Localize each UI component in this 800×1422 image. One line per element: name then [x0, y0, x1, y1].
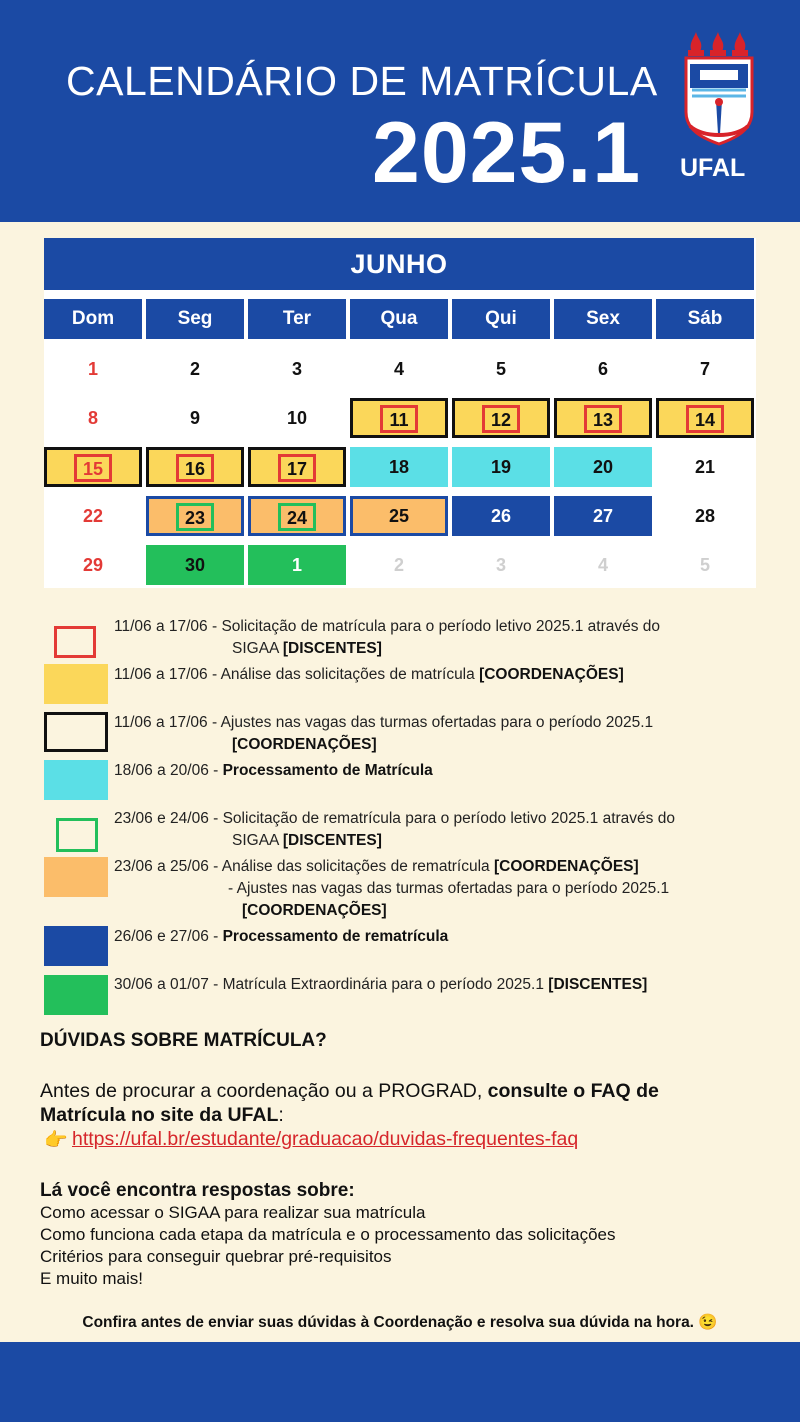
answer-item: E muito mais!	[40, 1269, 143, 1288]
header-banner	[0, 0, 800, 222]
day-number: 11	[380, 405, 418, 433]
calendar-day	[248, 496, 346, 536]
calendar-day: 2	[393, 555, 404, 575]
calendar-day: 9	[189, 408, 200, 428]
calendar-day: 5	[699, 555, 710, 575]
legend-black-outline-icon	[44, 712, 108, 752]
weekday-header: Sáb	[656, 299, 754, 339]
legend-yellow-swatch-icon	[44, 664, 108, 704]
calendar-day	[248, 447, 346, 487]
calendar-day: 6	[597, 359, 608, 379]
legend-item: 11/06 a 17/06 - Análise das solicitações de matrícula [COORDENAÇÕES]	[114, 666, 624, 683]
answer-item: Como funciona cada etapa da matrícula e o processamento das solicitações	[40, 1225, 616, 1244]
calendar-day: 21	[694, 457, 716, 477]
calendar-day: 20	[554, 447, 652, 487]
calendar-day: 5	[495, 359, 506, 379]
footer-note: Confira antes de enviar suas dúvidas à Coordenação e resolva sua dúvida na hora. 😉	[82, 1314, 718, 1331]
day-number: 23	[176, 503, 214, 531]
calendar-day	[350, 398, 448, 438]
legend-green-outline-icon	[56, 818, 98, 852]
calendar-day: 18	[350, 447, 448, 487]
weekday-header: Seg	[146, 299, 244, 339]
calendar-day	[44, 447, 142, 487]
calendar-day: 29	[82, 555, 104, 575]
legend-green-swatch-icon	[44, 975, 108, 1015]
weekday-header: Qui	[452, 299, 550, 339]
calendar-day: 27	[554, 496, 652, 536]
day-number: 17	[278, 454, 316, 482]
calendar-day	[146, 496, 244, 536]
calendar-day: 28	[694, 506, 716, 526]
calendar-day: 19	[452, 447, 550, 487]
calendar-day: 10	[286, 408, 308, 428]
calendar-day	[146, 447, 244, 487]
day-number: 12	[482, 405, 520, 433]
legend-cyan-swatch-icon	[44, 760, 108, 800]
footer-bar	[0, 1342, 800, 1422]
page-title: CALENDÁRIO DE MATRÍCULA	[66, 58, 658, 104]
logo-wordmark: UFAL	[680, 154, 746, 182]
calendar-day: 3	[495, 555, 506, 575]
legend-item: 23/06 e 24/06 - Solicitação de rematrícula para o período letivo 2025.1 através do SIGAA [DISCENTES]	[114, 810, 675, 849]
calendar-day: 25	[350, 496, 448, 536]
legend-item: 26/06 e 27/06 - Processamento de rematrícula	[114, 928, 449, 945]
faq-link[interactable]: https://ufal.br/estudante/graduacao/duvidas-frequentes-faq	[72, 1128, 579, 1150]
calendar-day: 1	[248, 545, 346, 585]
weekday-header: Ter	[248, 299, 346, 339]
calendar-day	[554, 398, 652, 438]
calendar-day: 8	[87, 408, 98, 428]
legend-orange-swatch-icon	[44, 857, 108, 897]
calendar-day: 4	[597, 555, 608, 575]
calendar-day	[656, 398, 754, 438]
weekday-header: Sex	[554, 299, 652, 339]
calendar-day: 2	[189, 359, 200, 379]
legend-red-outline-icon	[54, 626, 96, 658]
calendar-day: 3	[291, 359, 302, 379]
answer-item: Como acessar o SIGAA para realizar sua matrícula	[40, 1203, 426, 1222]
faq-title: DÚVIDAS SOBRE MATRÍCULA?	[40, 1030, 327, 1051]
day-number: 14	[686, 405, 724, 433]
day-number: 24	[278, 503, 316, 531]
answer-item: Critérios para conseguir quebrar pré-requisitos	[40, 1247, 392, 1266]
weekday-header: Dom	[44, 299, 142, 339]
legend-item: 30/06 a 01/07 - Matrícula Extraordinária para o período 2025.1 [DISCENTES]	[114, 976, 648, 993]
calendar-day: 4	[393, 359, 404, 379]
legend-blue-swatch-icon	[44, 926, 108, 966]
answers-title: Lá você encontra respostas sobre:	[40, 1180, 355, 1201]
calendar-day: 7	[699, 359, 710, 379]
faq-intro-line2: Matrícula no site da UFAL:	[40, 1104, 284, 1126]
page-subtitle-year: 2025.1	[372, 105, 642, 201]
calendar	[44, 238, 756, 588]
calendar-day: 1	[87, 359, 98, 379]
day-number: 16	[176, 454, 214, 482]
calendar-month: JUNHO	[44, 238, 754, 290]
weekday-header: Qua	[350, 299, 448, 339]
calendar-day: 22	[82, 506, 104, 526]
pointing-hand-icon: 👉	[44, 1130, 68, 1151]
faq-intro: Antes de procurar a coordenação ou a PROGRAD, consulte o FAQ de	[40, 1080, 659, 1102]
calendar-day: 26	[452, 496, 550, 536]
legend-item: 11/06 a 17/06 - Solicitação de matrícula para o período letivo 2025.1 através do SIGAA [DISCENTES]	[114, 618, 661, 657]
legend-item: 18/06 a 20/06 - Processamento de Matrícula	[114, 762, 433, 779]
calendar-day: 30	[146, 545, 244, 585]
day-number: 15	[74, 454, 112, 482]
day-number: 13	[584, 405, 622, 433]
legend-item: 11/06 a 17/06 - Ajustes nas vagas das turmas ofertadas para o período 2025.1 [COORDENAÇÕES]	[114, 714, 654, 753]
calendar-day	[452, 398, 550, 438]
legend-item: 23/06 a 25/06 - Análise das solicitações de rematrícula [COORDENAÇÕES] - Ajustes nas vagas das turmas ofertadas para o período 2025.1 [COORDENAÇÕES]	[114, 858, 670, 919]
